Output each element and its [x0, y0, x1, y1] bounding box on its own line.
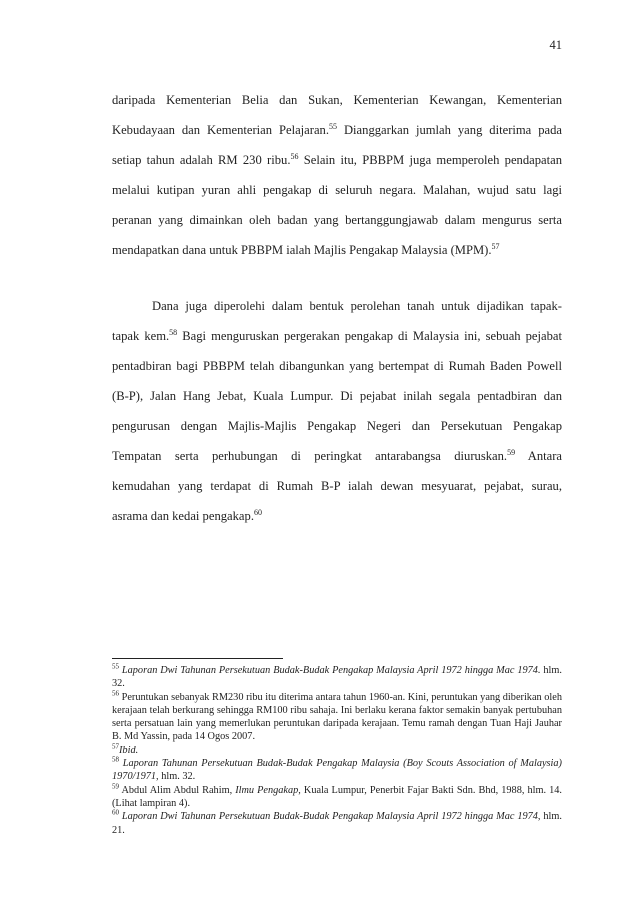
footnote-60: $^{60}$ Laporan Dwi Tahunan Persekutuan Budak-Budak Pengakap Malaysia April 1972 hingga Mac 1974, hlm. 21. [112, 808, 562, 836]
footnote-ref-58[interactable]: 58 [169, 327, 178, 337]
text-line: kemudahan yang terdapat di Rumah B-P ialah dewan mesyuarat, pejabat, surau, [112, 479, 562, 493]
text-line: Tempatan serta perhubungan di peringkat antarabangsa diuruskan.$^{59}$ Antara [112, 447, 562, 463]
paragraph-2 [112, 291, 562, 531]
text-line: mendapatkan dana untuk PBBPM ialah Majlis Pengakap Malaysia (MPM).$^{57}$ [112, 241, 500, 257]
footnote-separator [112, 658, 283, 659]
footnote-58: $^{58}$ Laporan Tahunan Persekutuan Budak-Budak Pengakap Malaysia (Boy Scouts Association of Malaysia) 1970/1971, hlm. 32. [112, 755, 562, 783]
footnotes [112, 664, 562, 837]
footnote-59: $^{59}$ Abdul Alim Abdul Rahim, Ilmu Pengakap, Kuala Lumpur, Penerbit Fajar Bakti Sdn. Bhd, 1988, hlm. 14. (Lihat lampiran 4). [112, 782, 562, 809]
text-line: pengurusan dengan Majlis-Majlis Pengakap Negeri dan Persekutuan Pengakap [112, 419, 562, 433]
text-line: melalui kutipan yuran ahli pengakap di seluruh negara. Malahan, wujud satu lagi [112, 183, 562, 197]
page-number: 41 [549, 38, 562, 52]
text-line: daripada Kementerian Belia dan Sukan, Kementerian Kewangan, Kementerian [112, 93, 562, 107]
text-line: peranan yang dimainkan oleh badan yang bertanggungjawab dalam mengurus serta [112, 213, 562, 227]
text-line: tapak kem.$^{58}$ Bagi menguruskan pergerakan pengakap di Malaysia ini, sebuah pejabat [112, 327, 562, 343]
footnote-ref-55[interactable]: 55 [329, 121, 338, 131]
footnote-57: $^{57}$Ibid. [112, 742, 139, 756]
footnote-56: $^{56}$ Peruntukan sebanyak RM230 ribu itu diterima antara tahun 1960-an. Kini, peruntukan yang diberikan oleh kerajaan telah berkurang sehingga RM100 ribu sahaja. Ini berlaku kerana faktor semakin banyak pertubuhan serta persatuan lain yang memerlukan peruntukan daripada kerajaan. Temu ramah dengan Tuan Haji Jauhar B. Md Yassin, pada 14 Ogos 2007. [112, 689, 562, 743]
footnote-ref-57[interactable]: 57 [491, 241, 500, 251]
text-line: (B-P), Jalan Hang Jebat, Kuala Lumpur. Di pejabat inilah segala pentadbiran dan [112, 389, 562, 403]
text-line: Kebudayaan dan Kementerian Pelajaran.$^{55}$ Dianggarkan jumlah yang diterima pada [112, 121, 562, 137]
footnote-ref-60[interactable]: 60 [253, 507, 262, 517]
text-line: setiap tahun adalah RM 230 ribu.$^{56}$ Selain itu, PBBPM juga memperoleh pendapatan [112, 151, 562, 167]
footnote-55: $^{55}$ Laporan Dwi Tahunan Persekutuan Budak-Budak Pengakap Malaysia April 1972 hingga Mac 1974. hlm. 32. [112, 662, 563, 690]
footnote-ref-56[interactable]: 56 [290, 151, 299, 161]
paragraph-1 [112, 85, 562, 265]
footnote-ref-59[interactable]: 59 [507, 447, 516, 457]
text-line: pentadbiran bagi PBBPM telah dibangunkan yang bertempat di Rumah Baden Powell [112, 359, 562, 373]
text-line: asrama dan kedai pengakap.$^{60}$ [112, 507, 262, 523]
text-line: Dana juga diperolehi dalam bentuk perolehan tanah untuk dijadikan tapak- [152, 299, 562, 313]
